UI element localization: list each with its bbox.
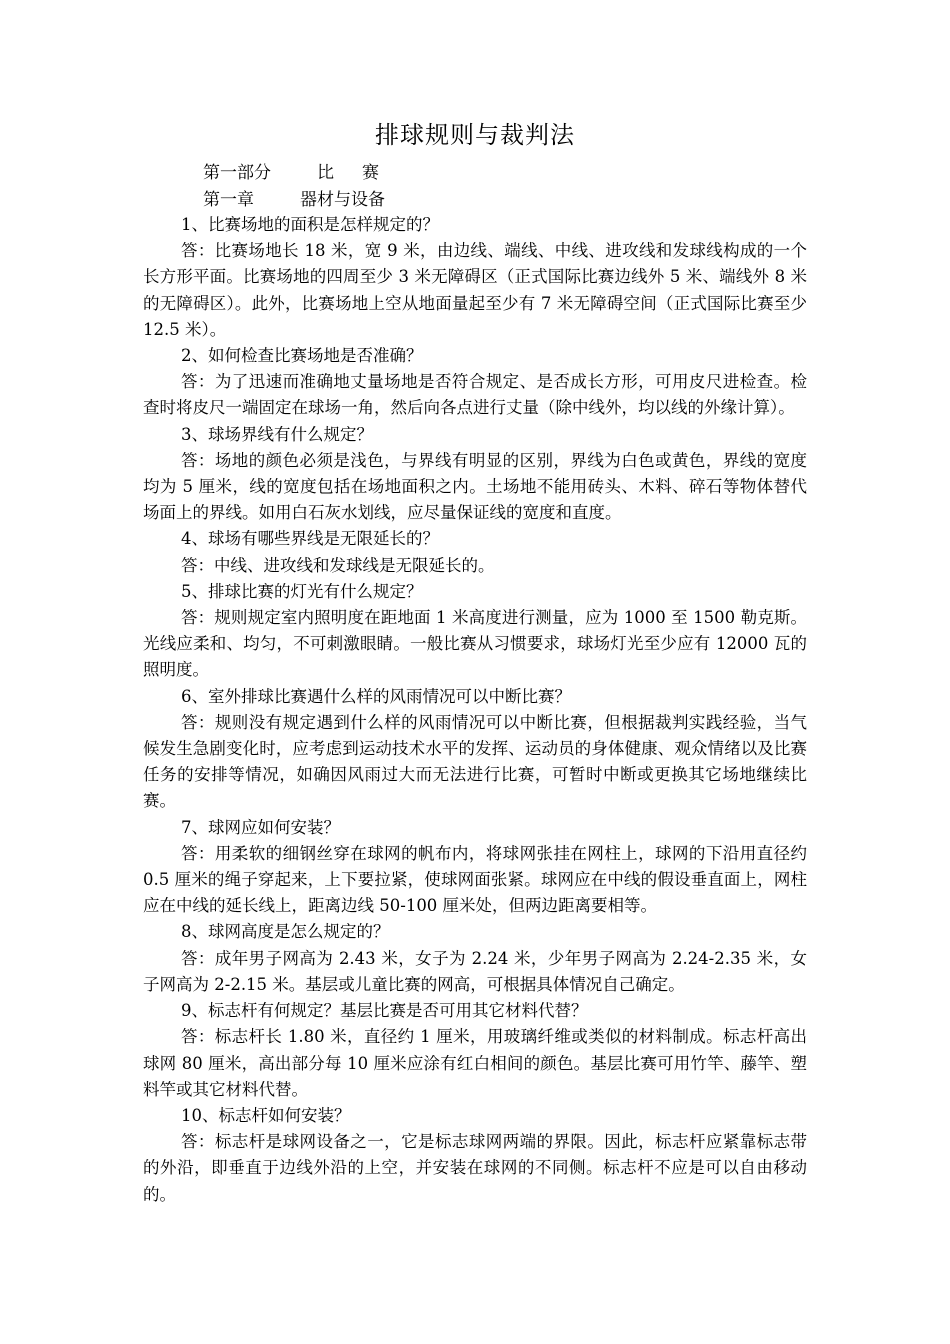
chapter-heading <box>203 187 385 213</box>
question-6: 6、室外排球比赛遇什么样的风雨情况可以中断比赛？ <box>181 686 571 706</box>
answer-3: 答：场地的颜色必须是浅色，与界线有明显的区别，界线为白色或黄色，界线的宽度均为 5 厘米，线的宽度包括在场地面积之内。土场地不能用砖头、木料、碎石等物体替代场面上的界线。如用白石灰水划线，应尽量保证线的宽度和直度。 <box>143 450 807 523</box>
question-5: 5、排球比赛的灯光有什么规定？ <box>181 581 423 601</box>
answer-7: 答：用柔软的细钢丝穿在球网的帆布内，将球网张挂在网柱上，球网的下沿用直径约 0.5 厘米的绳子穿起来，上下要拉紧，使球网面张紧。球网应在中线的假设垂直面上，网柱应在中线的延长线上，距离边线 50-100 厘米处，但两边距离要相等。 <box>143 843 807 916</box>
question-3: 3、球场界线有什么规定？ <box>181 424 373 444</box>
answer-8: 答：成年男子网高为 2.43 米，女子为 2.24 米，少年男子网高为 2.24-2.35 米，女子网高为 2-2.15 米。基层或儿童比赛的网高，可根据具体情况自己确定。 <box>143 948 807 994</box>
question-1: 1、比赛场地的面积是怎样规定的？ <box>181 215 439 234</box>
question-10: 10、标志杆如何安装？ <box>181 1105 351 1125</box>
answer-5: 答：规则规定室内照明度在距地面 1 米高度进行测量，应为 1000 至 1500 勒克斯。光线应柔和、均匀，不可刺激眼睛。一般比赛从习惯要求，球场灯光至少应有 12000 瓦的照明度。 <box>143 608 807 680</box>
chapter-label: 第一章 <box>203 190 254 210</box>
question-9: 9、标志杆有何规定？基层比赛是否可用其它材料代替？ <box>181 1001 588 1021</box>
question-4: 4、球场有哪些界线是无限延长的？ <box>181 529 439 549</box>
answer-9: 答：标志杆长 1.80 米，直径约 1 厘米，用玻璃纤维或类似的材料制成。标志杆高出球网 80 厘米，高出部分每 10 厘米应涂有红白相间的颜色。基层比赛可用竹竿、藤竿、塑料竿或其它材料代替。 <box>143 1027 807 1099</box>
answer-10: 答：标志杆是球网设备之一，它是标志球网两端的界限。因此，标志杆应紧靠标志带的外沿，即垂直于边线外沿的上空，并安装在球网的不同侧。标志杆不应是可以自由移动的。 <box>143 1132 807 1204</box>
document-title: 排球规则与裁判法 <box>375 121 575 149</box>
question-7: 7、球网应如何安装？ <box>181 817 340 837</box>
document-body <box>143 212 807 1208</box>
chapter-name: 器材与设备 <box>300 190 385 210</box>
part-label: 第一部分 <box>203 163 271 183</box>
answer-6: 答：规则没有规定遇到什么样的风雨情况可以中断比赛，但根据裁判实践经验，当气候发生急剧变化时，应考虑到运动技术水平的发挥、运动员的身体健康、观众情绪以及比赛任务的安排等情况，如确因风雨过大而无法进行比赛，可暂时中断或更换其它场地继续比赛。 <box>143 712 807 811</box>
answer-2: 答：为了迅速而准确地丈量场地是否符合规定、是否成长方形，可用皮尺进检查。检查时将皮尺一端固定在球场一角，然后向各点进行丈量（除中线外，均以线的外缘计算）。 <box>143 372 807 418</box>
part-heading <box>203 160 379 186</box>
part-name-second-char: 赛 <box>362 163 379 183</box>
part-name-first-char: 比 <box>317 163 334 183</box>
answer-4: 答：中线、进攻线和发球线是无限延长的。 <box>181 555 495 575</box>
question-8: 8、球网高度是怎么规定的？ <box>181 922 390 942</box>
question-2: 2、如何检查比赛场地是否准确？ <box>181 346 423 366</box>
answer-1: 答：比赛场地长 18 米，宽 9 米，由边线、端线、中线、进攻线和发球线构成的一个长方形平面。比赛场地的四周至少 3 米无障碍区（正式国际比赛边线外 5 米、端线外 8 米的无障碍区）。此外，比赛场地上空从地面量起至少有 7 米无障碍空间（正式国际比赛至少 12.5 米）。 <box>143 241 807 339</box>
